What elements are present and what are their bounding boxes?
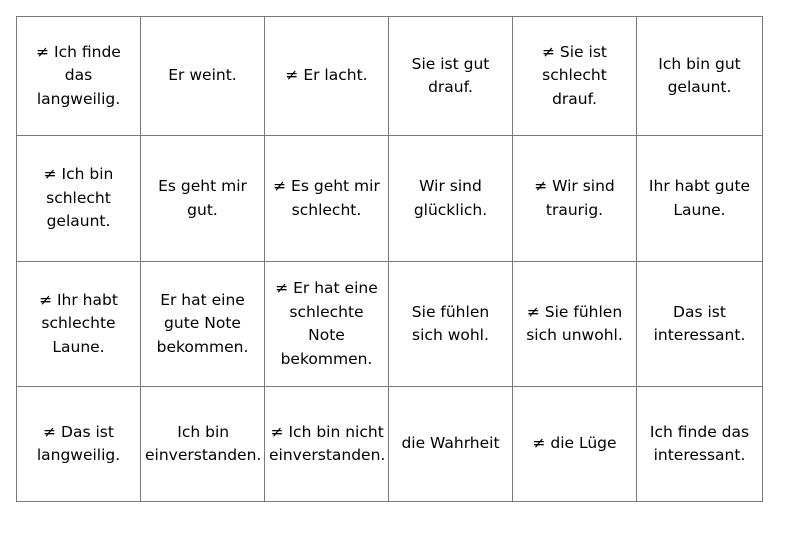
card-text: ≠ Ich finde das langweilig. bbox=[36, 42, 121, 108]
card-cell bbox=[513, 262, 637, 387]
card-cell bbox=[637, 387, 763, 502]
grid-row-4 bbox=[17, 387, 763, 502]
card-text: ≠ Sie fühlen sich unwohl. bbox=[526, 302, 623, 344]
card-cell bbox=[389, 262, 513, 387]
card-cell bbox=[17, 262, 141, 387]
card-text: Ich finde das interessant. bbox=[649, 422, 750, 464]
card-cell bbox=[513, 387, 637, 502]
card-cell bbox=[141, 17, 265, 136]
card-cell bbox=[513, 136, 637, 262]
card-text: ≠ Das ist langweilig. bbox=[36, 422, 121, 464]
card-text: Ihr habt gute Laune. bbox=[648, 177, 751, 219]
card-cell bbox=[17, 136, 141, 262]
card-cell bbox=[389, 387, 513, 502]
card-cell bbox=[141, 262, 265, 387]
card-cell bbox=[265, 136, 389, 262]
card-text: Es geht mir gut. bbox=[158, 177, 247, 219]
phrase-card-grid bbox=[16, 16, 763, 502]
card-cell bbox=[637, 136, 763, 262]
card-cell bbox=[513, 17, 637, 136]
card-cell bbox=[17, 17, 141, 136]
card-cell bbox=[17, 387, 141, 502]
card-text: Sie fühlen sich wohl. bbox=[411, 302, 490, 344]
card-text: Sie ist gut drauf. bbox=[411, 54, 490, 96]
grid-row-3 bbox=[17, 262, 763, 387]
card-cell bbox=[637, 17, 763, 136]
card-text: Ich bin gut gelaunt. bbox=[658, 54, 741, 96]
card-text: ≠ Sie ist schlecht drauf. bbox=[542, 42, 607, 108]
card-cell bbox=[637, 262, 763, 387]
grid-row-1 bbox=[17, 17, 763, 136]
card-text: ≠ Ihr habt schlechte Laune. bbox=[39, 290, 118, 356]
card-cell bbox=[141, 136, 265, 262]
grid-row-2 bbox=[17, 136, 763, 262]
card-cell bbox=[265, 387, 389, 502]
card-text: ≠ Wir sind traurig. bbox=[534, 177, 615, 219]
card-text: Wir sind glücklich. bbox=[413, 177, 488, 219]
card-text: ≠ Ich bin nicht einverstanden. bbox=[269, 422, 386, 464]
card-text: ≠ Es geht mir schlecht. bbox=[273, 177, 380, 219]
card-text: Er hat eine gute Note bekommen. bbox=[156, 290, 249, 356]
card-cell bbox=[265, 17, 389, 136]
card-text: Ich bin einverstanden. bbox=[145, 422, 262, 464]
card-text: ≠ Ich bin schlecht gelaunt. bbox=[43, 165, 114, 231]
card-text: Das ist interessant. bbox=[653, 302, 746, 344]
card-cell bbox=[389, 17, 513, 136]
card-cell bbox=[265, 262, 389, 387]
card-cell bbox=[389, 136, 513, 262]
card-text: ≠ Er lacht. bbox=[285, 66, 368, 85]
card-cell bbox=[141, 387, 265, 502]
card-text: ≠ Er hat eine schlechte Note bekommen. bbox=[275, 279, 378, 368]
card-text: die Wahrheit bbox=[401, 434, 500, 453]
card-text: ≠ die Lüge bbox=[532, 434, 617, 453]
card-text: Er weint. bbox=[168, 66, 237, 85]
